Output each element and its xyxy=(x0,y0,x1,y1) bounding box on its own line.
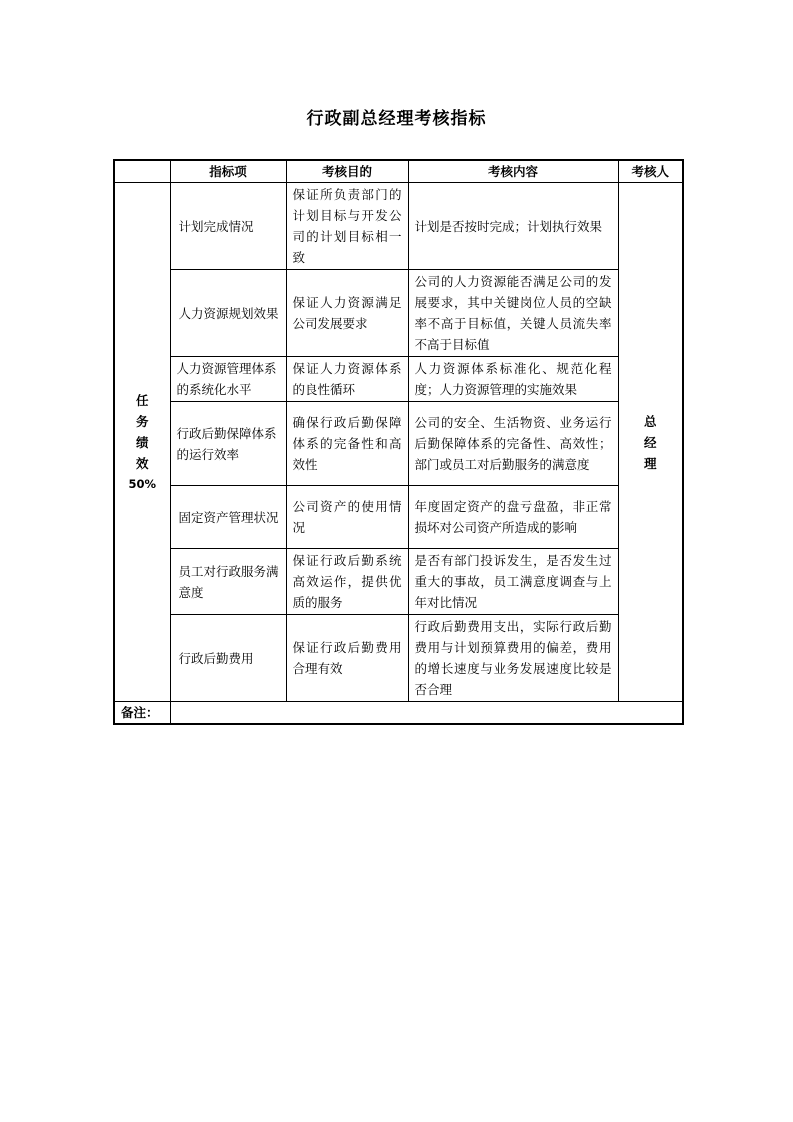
table-row xyxy=(114,615,683,702)
note-row xyxy=(114,702,683,725)
table-row xyxy=(114,549,683,615)
content-cell: 行政后勤费用支出，实际行政后勤费用与计划预算费用的偏差，费用的增长速度与业务发展速度比较是否合理 xyxy=(408,615,618,702)
assessor-cell xyxy=(618,183,683,702)
header-purpose: 考核目的 xyxy=(286,160,408,183)
table-row xyxy=(114,183,683,270)
category-char: 务 xyxy=(135,413,149,429)
content-cell: 公司的安全、生活物资、业务运行后勤保障体系的完备性、高效性；部门或员工对后勤服务的满意度 xyxy=(408,402,618,486)
item-cell: 人力资源管理体系的系统化水平 xyxy=(170,357,286,402)
header-assessor: 考核人 xyxy=(618,160,683,183)
table-row xyxy=(114,357,683,402)
category-char: 绩 xyxy=(135,434,149,450)
item-cell: 行政后勤保障体系的运行效率 xyxy=(170,402,286,486)
item-cell: 行政后勤费用 xyxy=(170,615,286,702)
purpose-cell: 确保行政后勤保障体系的完备性和高效性 xyxy=(286,402,408,486)
assessor-char: 经 xyxy=(643,434,657,450)
table-row xyxy=(114,270,683,357)
header-blank xyxy=(114,160,170,183)
purpose-cell: 保证人力资源满足公司发展要求 xyxy=(286,270,408,357)
note-label: 备注： xyxy=(114,702,170,725)
note-value xyxy=(170,702,683,725)
content-cell: 公司的人力资源能否满足公司的发展要求，其中关键岗位人员的空缺率不高于目标值，关键人员流失率不高于目标值 xyxy=(408,270,618,357)
assessor-char: 总 xyxy=(643,413,657,429)
header-item: 指标项 xyxy=(170,160,286,183)
item-cell: 固定资产管理状况 xyxy=(170,486,286,549)
table-row xyxy=(114,402,683,486)
content-cell: 年度固定资产的盘亏盘盈，非正常损坏对公司资产所造成的影响 xyxy=(408,486,618,549)
content-cell: 人力资源体系标准化、规范化程度；人力资源管理的实施效果 xyxy=(408,357,618,402)
purpose-cell: 保证人力资源体系的良性循环 xyxy=(286,357,408,402)
page-title: 行政副总经理考核指标 xyxy=(306,109,487,129)
table-header-row xyxy=(114,160,683,183)
table-row xyxy=(114,486,683,549)
item-cell: 计划完成情况 xyxy=(170,183,286,270)
assessor-char: 理 xyxy=(643,455,657,471)
purpose-cell: 保证所负责部门的计划目标与开发公司的计划目标相一致 xyxy=(286,183,408,270)
purpose-cell: 保证行政后勤系统高效运作，提供优质的服务 xyxy=(286,549,408,615)
category-cell xyxy=(114,183,170,702)
category-weight: 50% xyxy=(128,476,157,491)
purpose-cell: 公司资产的使用情况 xyxy=(286,486,408,549)
category-char: 效 xyxy=(135,455,149,471)
item-cell: 人力资源规划效果 xyxy=(170,270,286,357)
content-cell: 是否有部门投诉发生，是否发生过重大的事故，员工满意度调查与上年对比情况 xyxy=(408,549,618,615)
header-content: 考核内容 xyxy=(408,160,618,183)
category-char: 任 xyxy=(135,392,149,408)
purpose-cell: 保证行政后勤费用合理有效 xyxy=(286,615,408,702)
content-cell: 计划是否按时完成；计划执行效果 xyxy=(408,183,618,270)
item-cell: 员工对行政服务满意度 xyxy=(170,549,286,615)
assessment-table xyxy=(113,159,684,725)
